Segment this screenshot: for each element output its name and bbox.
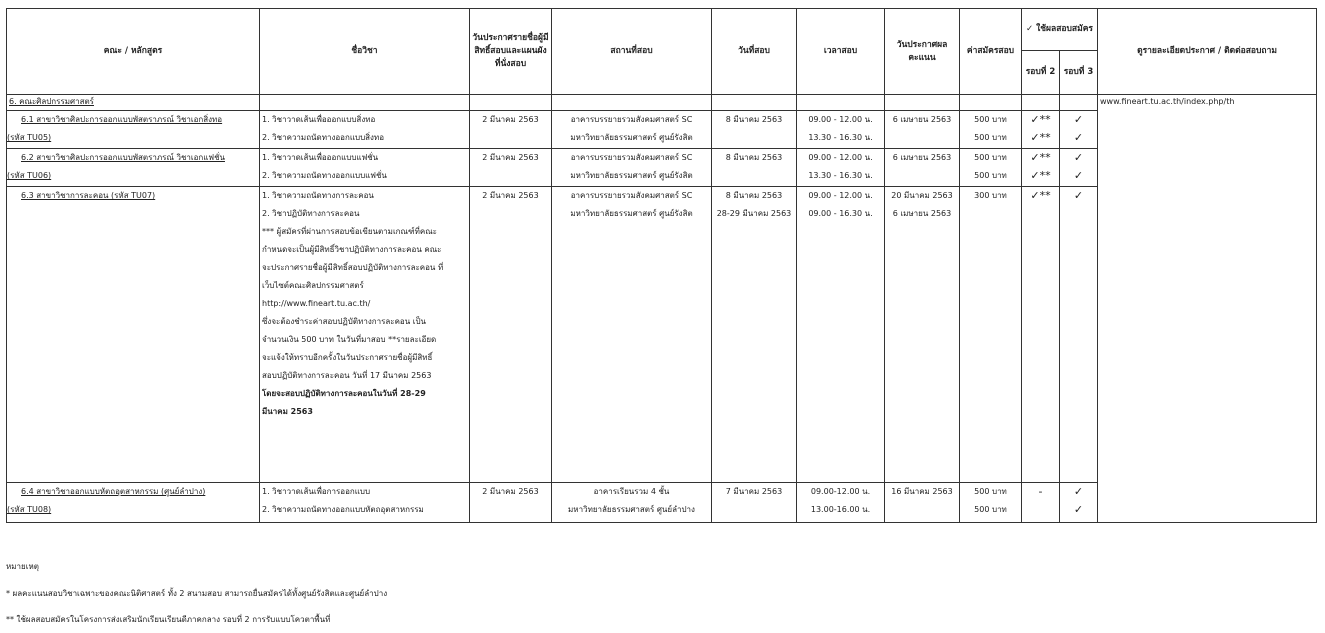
round2-check: ✓** <box>1030 151 1051 164</box>
exam-date: 8 มีนาคม 2563 <box>725 153 783 162</box>
exam-time: 09.00-12.00 น. <box>810 487 871 496</box>
program-name: (รหัส TU08) <box>7 505 52 514</box>
program-name: (รหัส TU06) <box>7 171 52 180</box>
round2-check: ✓** <box>1030 189 1051 202</box>
col-exam-date-header: วันที่สอบ <box>712 9 797 95</box>
col-round3-header: รอบที่ 3 <box>1060 51 1098 95</box>
announce-date: 2 มีนาคม 2563 <box>482 191 539 200</box>
col-venue-header: สถานที่สอบ <box>552 9 712 95</box>
round3-check: ✓ <box>1073 485 1084 498</box>
fee-line: 500 บาท <box>974 133 1007 142</box>
col-round2-header: รอบที่ 2 <box>1022 51 1060 95</box>
subject-line: กำหนดจะเป็นผู้มีสิทธิ์วิชาปฏิบัติทางการละคอน คณะ <box>262 245 442 254</box>
announce-date: 2 มีนาคม 2563 <box>482 115 539 124</box>
program-name: 6.4 สาขาวิชาออกแบบหัตถอุตสาหกรรม (ศูนย์ลำปาง) <box>21 487 206 496</box>
subject-line: จะแจ้งให้ทราบอีกครั้งในวันประกาศรายชื่อผู้มีสิทธิ์ <box>262 353 433 362</box>
result-date: 20 มีนาคม 2563 <box>891 191 953 200</box>
fee-line: 300 บาท <box>974 191 1007 200</box>
subject-line: 2. วิชาความถนัดทางออกแบบสิ่งทอ <box>262 133 385 142</box>
venue-line: มหาวิทยาลัยธรรมศาสตร์ ศูนย์รังสิต <box>570 209 693 218</box>
exam-date: 8 มีนาคม 2563 <box>725 191 783 200</box>
notes-title: หมายเหตุ <box>6 562 39 571</box>
program-name: (รหัส TU05) <box>7 133 52 142</box>
result-date: 6 เมษายน 2563 <box>892 209 952 218</box>
round2-check: - <box>1038 485 1043 498</box>
subject-line: 2. วิชาปฏิบัติทางการละคอน <box>262 209 360 218</box>
exam-time: 09.00 - 12.00 น. <box>808 191 873 200</box>
col-announce-header: วันประกาศรายชื่อผู้มีสิทธิ์สอบและแผนผังที่นั่งสอบ <box>470 9 552 95</box>
venue-line: มหาวิทยาลัยธรรมศาสตร์ ศูนย์รังสิต <box>570 171 693 180</box>
note-2: ** ใช้ผลสอบสมัครในโครงการส่งเสริมนักเรียนเรียนดีภาคกลาง รอบที่ 2 การรับแบบโควตาพื้นที่ <box>6 615 331 624</box>
col-faculty-header: คณะ / หลักสูตร <box>7 9 260 95</box>
round3-check: ✓ <box>1073 151 1084 164</box>
subject-line: โดยจะสอบปฏิบัติทางการละคอนในวันที่ 28-29 <box>262 389 426 398</box>
note-1: * ผลคะแนนสอบวิชาเฉพาะของคณะนิติศาสตร์ ทั้ง 2 สนามสอบ สามารถยื่นสมัครได้ทั้งศูนย์รังสิตและศูนย์ลำปาง <box>6 589 388 598</box>
subject-line: มีนาคม 2563 <box>262 407 313 416</box>
round3-check: ✓ <box>1073 131 1084 144</box>
round2-check: ✓** <box>1030 131 1051 144</box>
subject-line: จะประกาศรายชื่อผู้มีสิทธิ์สอบปฏิบัติทางการละคอน ที่ <box>262 263 444 272</box>
exam-time: 13.00-16.00 น. <box>810 505 871 514</box>
subject-line: 1. วิชาความถนัดทางการละคอน <box>262 191 374 200</box>
venue-line: มหาวิทยาลัยธรรมศาสตร์ ศูนย์ลำปาง <box>568 505 695 514</box>
subject-line: ซึ่งจะต้องชำระค่าสอบปฏิบัติทางการละคอน เป็น <box>262 317 427 326</box>
col-result-date-header: วันประกาศผลคะแนน <box>885 9 960 95</box>
exam-time: 13.30 - 16.30 น. <box>808 171 873 180</box>
program-name: 6.2 สาขาวิชาศิลปะการออกแบบพัสตราภรณ์ วิชาเอกแฟชั่น <box>21 153 225 162</box>
exam-date: 7 มีนาคม 2563 <box>725 487 783 496</box>
faculty-title: 6. คณะศิลปกรรมศาสตร์ <box>7 95 260 111</box>
announce-date: 2 มีนาคม 2563 <box>482 153 539 162</box>
venue-line: อาคารบรรยายรวมสังคมศาสตร์ SC <box>570 115 693 124</box>
round3-check: ✓ <box>1073 169 1084 182</box>
col-details-header: ดูรายละเอียดประกาศ / ติดต่อสอบถาม <box>1098 9 1317 95</box>
result-date: 6 เมษายน 2563 <box>892 115 952 124</box>
subject-line: 2. วิชาความถนัดทางออกแบบหัตถอุตสาหกรรม <box>262 505 424 514</box>
result-date: 16 มีนาคม 2563 <box>891 487 953 496</box>
exam-date: 8 มีนาคม 2563 <box>725 115 783 124</box>
subject-line: http://www.fineart.tu.ac.th/ <box>262 299 371 308</box>
fee-line: 500 บาท <box>974 487 1007 496</box>
subject-line: เว็บไซต์คณะศิลปกรรมศาสตร์ <box>262 281 364 290</box>
announce-date: 2 มีนาคม 2563 <box>482 487 539 496</box>
exam-time: 09.00 - 12.00 น. <box>808 115 873 124</box>
venue-line: อาคารเรียนรวม 4 ชั้น <box>593 487 670 496</box>
col-exam-time-header: เวลาสอบ <box>797 9 885 95</box>
subject-line: สอบปฏิบัติทางการละคอน วันที่ 17 มีนาคม 2563 <box>262 371 432 380</box>
round3-check: ✓ <box>1073 113 1084 126</box>
venue-line: อาคารบรรยายรวมสังคมศาสตร์ SC <box>570 153 693 162</box>
exam-schedule-table <box>6 8 1317 523</box>
program-name: 6.1 สาขาวิชาศิลปะการออกแบบพัสตราภรณ์ วิชาเอกสิ่งทอ <box>21 115 223 124</box>
subject-line: จำนวนเงิน 500 บาท ในวันที่มาสอบ **รายละเอียด <box>262 335 437 344</box>
exam-time: 09.00 - 16.30 น. <box>808 209 873 218</box>
fee-line: 500 บาท <box>974 153 1007 162</box>
fee-line: 500 บาท <box>974 115 1007 124</box>
round2-check: ✓** <box>1030 113 1051 126</box>
subject-line: *** ผู้สมัครที่ผ่านการสอบข้อเขียนตามเกณฑ์ที่คณะ <box>262 227 437 236</box>
program-name: 6.3 สาขาวิชาการละคอน (รหัส TU07) <box>21 191 156 200</box>
venue-line: มหาวิทยาลัยธรรมศาสตร์ ศูนย์รังสิต <box>570 133 693 142</box>
fee-line: 500 บาท <box>974 505 1007 514</box>
website-link[interactable]: www.fineart.tu.ac.th/index.php/th <box>1098 95 1317 523</box>
exam-time: 13.30 - 16.30 น. <box>808 133 873 142</box>
fee-line: 500 บาท <box>974 171 1007 180</box>
subject-line: 1. วิชาวาดเส้นเพื่อออกแบบสิ่งทอ <box>262 115 376 124</box>
round3-check: ✓ <box>1073 503 1084 516</box>
venue-line: อาคารบรรยายรวมสังคมศาสตร์ SC <box>570 191 693 200</box>
subject-line: 2. วิชาความถนัดทางออกแบบแฟชั่น <box>262 171 387 180</box>
subject-line: 1. วิชาวาดเส้นเพื่อการออกแบบ <box>262 487 371 496</box>
col-subject-header: ชื่อวิชา <box>260 9 470 95</box>
round3-check: ✓ <box>1073 189 1084 202</box>
result-date: 6 เมษายน 2563 <box>892 153 952 162</box>
round2-check: ✓** <box>1030 169 1051 182</box>
col-use-score-header: ✓ ใช้ผลสอบสมัคร <box>1022 9 1098 51</box>
exam-time: 09.00 - 12.00 น. <box>808 153 873 162</box>
subject-line: 1. วิชาวาดเส้นเพื่อออกแบบแฟชั่น <box>262 153 379 162</box>
col-fee-header: ค่าสมัครสอบ <box>960 9 1022 95</box>
exam-date: 28-29 มีนาคม 2563 <box>716 209 792 218</box>
